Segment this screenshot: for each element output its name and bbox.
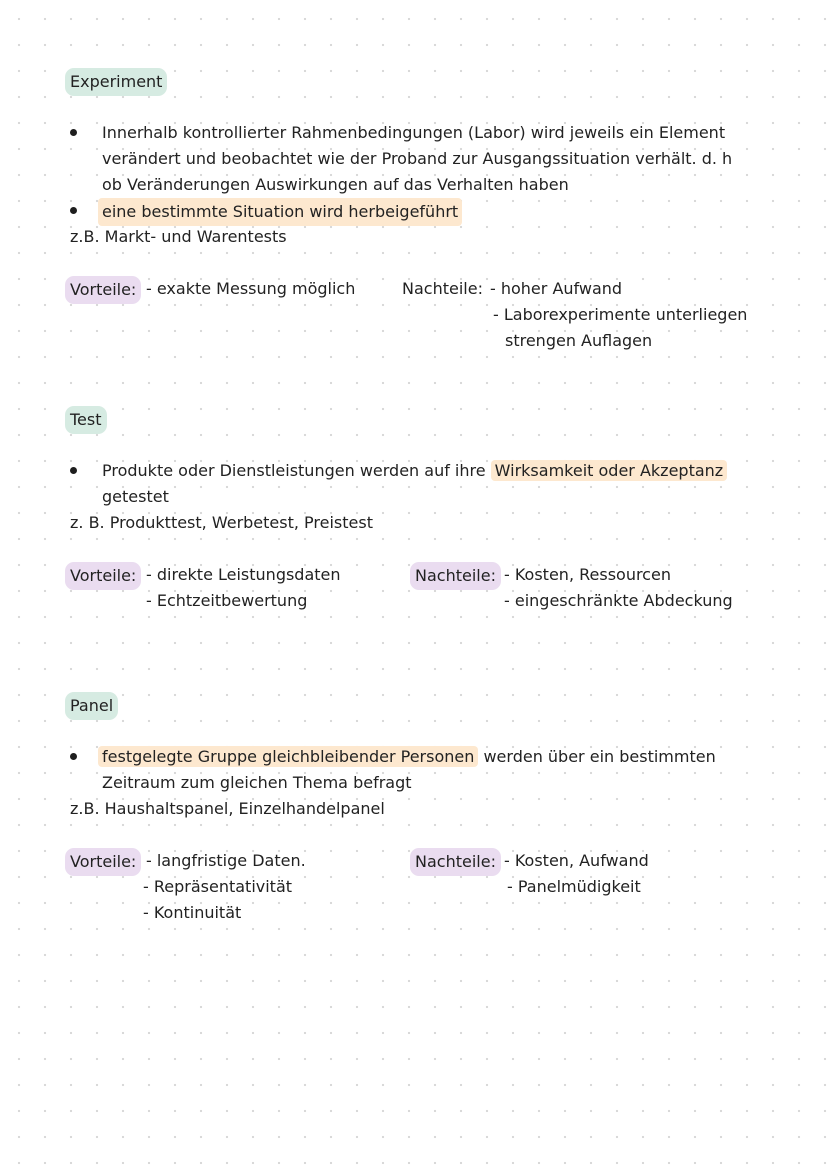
heading-experiment: Experiment — [65, 68, 167, 96]
experiment-con-1: - hoher Aufwand — [490, 279, 623, 298]
experiment-cons-label: Nachteile: — [402, 279, 483, 298]
experiment-con-2: - Laborexperimente unterliegen — [493, 305, 748, 324]
test-example: z. B. Produkttest, Werbetest, Preistest — [70, 513, 373, 532]
experiment-bullet1-line3: ob Veränderungen Auswirkungen auf das Verhalten haben — [102, 175, 569, 194]
panel-example: z.B. Haushaltspanel, Einzelhandelpanel — [70, 799, 385, 818]
heading-panel: Panel — [65, 692, 118, 720]
test-bullet1-text: Produkte oder Dienstleistungen werden auf ihre — [102, 461, 491, 480]
test-pro-2: - Echtzeitbewertung — [146, 591, 308, 610]
test-bullet1-line2: getestet — [102, 487, 169, 506]
experiment-con-3: strengen Auflagen — [505, 331, 653, 350]
bullet-icon — [70, 129, 77, 136]
bullet-icon — [70, 467, 77, 474]
panel-bullet1-line1 — [102, 744, 716, 770]
panel-con-2: - Panelmüdigkeit — [507, 877, 641, 896]
panel-pros-label: Vorteile: — [65, 848, 141, 876]
panel-pro-1: - langfristige Daten. — [146, 851, 306, 870]
test-cons-label: Nachteile: — [410, 562, 501, 590]
experiment-bullet1-line1: Innerhalb kontrollierter Rahmenbedingungen (Labor) wird jeweils ein Element — [102, 123, 726, 142]
bullet-icon — [70, 753, 77, 760]
test-con-1: - Kosten, Ressourcen — [504, 565, 671, 584]
panel-cons-label: Nachteile: — [410, 848, 501, 876]
panel-bullet1-line2: Zeitraum zum gleichen Thema befragt — [102, 773, 412, 792]
test-bullet1-highlight: Wirksamkeit oder Akzeptanz — [491, 460, 728, 481]
test-bullet1-line1 — [102, 458, 727, 484]
panel-bullet1-text: werden über ein bestimmten — [478, 747, 716, 766]
test-pros-label: Vorteile: — [65, 562, 141, 590]
panel-bullet1-highlight: festgelegte Gruppe gleichbleibender Personen — [98, 746, 478, 767]
experiment-bullet2: eine bestimmte Situation wird herbeigeführt — [98, 198, 462, 226]
bullet-icon — [70, 207, 77, 214]
experiment-pros-label: Vorteile: — [65, 276, 141, 304]
heading-test: Test — [65, 406, 107, 434]
panel-con-1: - Kosten, Aufwand — [504, 851, 649, 870]
experiment-pro-1: - exakte Messung möglich — [146, 279, 356, 298]
panel-pro-3: - Kontinuität — [143, 903, 242, 922]
panel-pro-2: - Repräsentativität — [143, 877, 293, 896]
test-pro-1: - direkte Leistungsdaten — [146, 565, 341, 584]
experiment-bullet1-line2: verändert und beobachtet wie der Proband zur Ausgangssituation verhält. d. h — [102, 149, 733, 168]
test-con-2: - eingeschränkte Abdeckung — [504, 591, 733, 610]
experiment-example: z.B. Markt- und Warentests — [70, 227, 287, 246]
